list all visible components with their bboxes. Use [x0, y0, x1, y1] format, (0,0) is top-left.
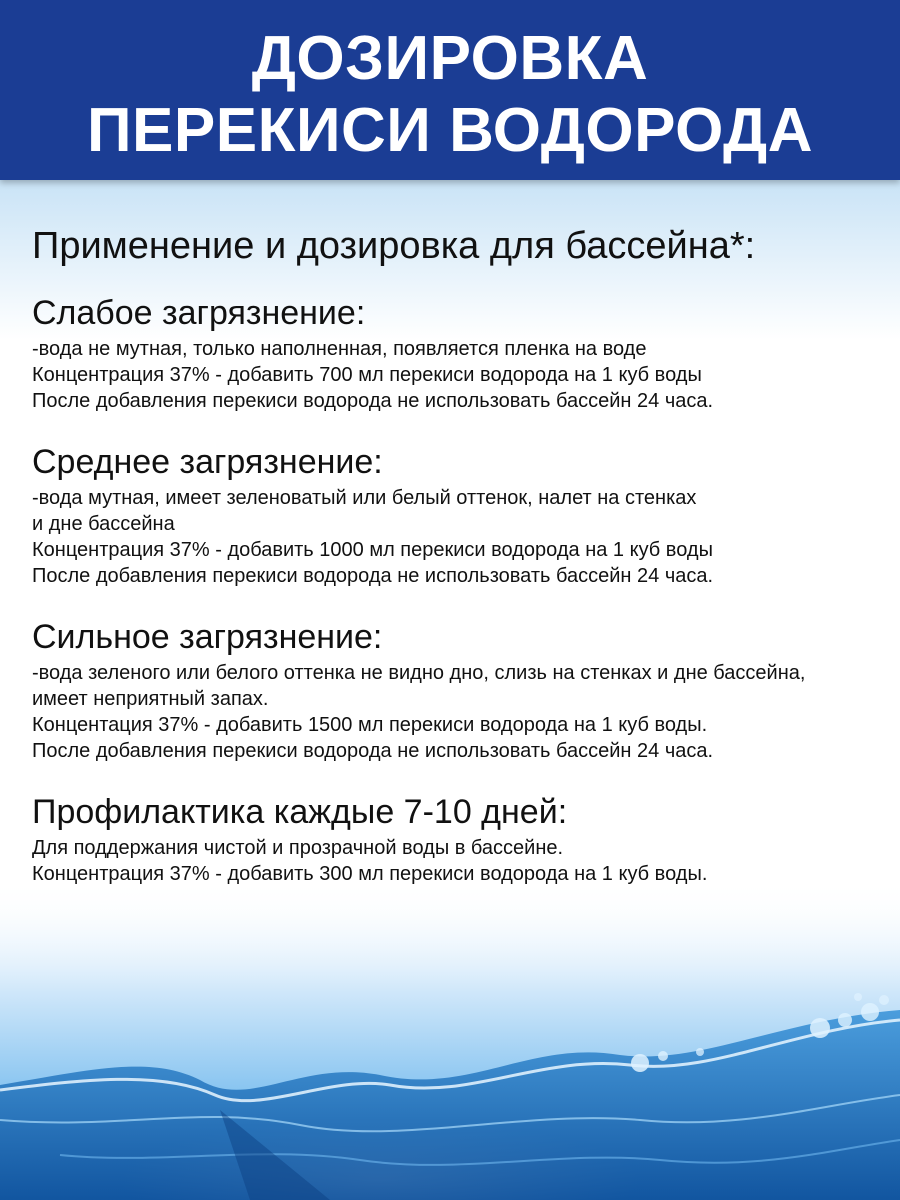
title-line-1: ДОЗИРОВКА: [251, 24, 649, 93]
section-heading: Сильное загрязнение:: [32, 618, 383, 656]
section-line: Для поддержания чистой и прозрачной воды в бассейне.: [32, 837, 564, 859]
section-heading: Среднее загрязнение:: [32, 443, 383, 481]
dosage-section: [32, 616, 894, 764]
title-line-2: ПЕРЕКИСИ ВОДОРОДА: [86, 96, 813, 165]
dosage-section: [32, 791, 894, 887]
dosage-content: [32, 222, 894, 914]
section-heading: Профилактика каждые 7-10 дней:: [32, 793, 568, 831]
section-line: -вода не мутная, только наполненная, появляется пленка на воде: [32, 338, 647, 360]
header-banner: [0, 0, 900, 180]
section-line: Концентрация 37% - добавить 300 мл перекиси водорода на 1 куб воды.: [32, 863, 708, 885]
section-line: После добавления перекиси водорода не использовать бассейн 24 часа.: [32, 565, 714, 587]
section-line: Концентрация 37% - добавить 1000 мл перекиси водорода на 1 куб воды: [32, 539, 713, 561]
water-splash-image: [0, 880, 900, 1200]
dosage-section: [32, 441, 894, 589]
section-line: имеет неприятный запах.: [32, 688, 269, 710]
sections-container: [32, 292, 894, 887]
section-line: После добавления перекиси водорода не использовать бассейн 24 часа.: [32, 740, 714, 762]
section-line: Концентация 37% - добавить 1500 мл перекиси водорода на 1 куб воды.: [32, 714, 708, 736]
intro-heading: Применение и дозировка для бассейна*:: [32, 225, 756, 267]
section-line: -вода зеленого или белого оттенка не видно дно, слизь на стенках и дне бассейна,: [32, 662, 806, 684]
section-line: и дне бассейна: [32, 513, 175, 535]
section-line: После добавления перекиси водорода не использовать бассейн 24 часа.: [32, 390, 714, 412]
section-heading: Слабое загрязнение:: [32, 294, 366, 332]
section-line: Концентрация 37% - добавить 700 мл перекиси водорода на 1 куб воды: [32, 364, 702, 386]
dosage-section: [32, 292, 894, 414]
section-line: -вода мутная, имеет зеленоватый или белый оттенок, налет на стенках: [32, 487, 697, 509]
